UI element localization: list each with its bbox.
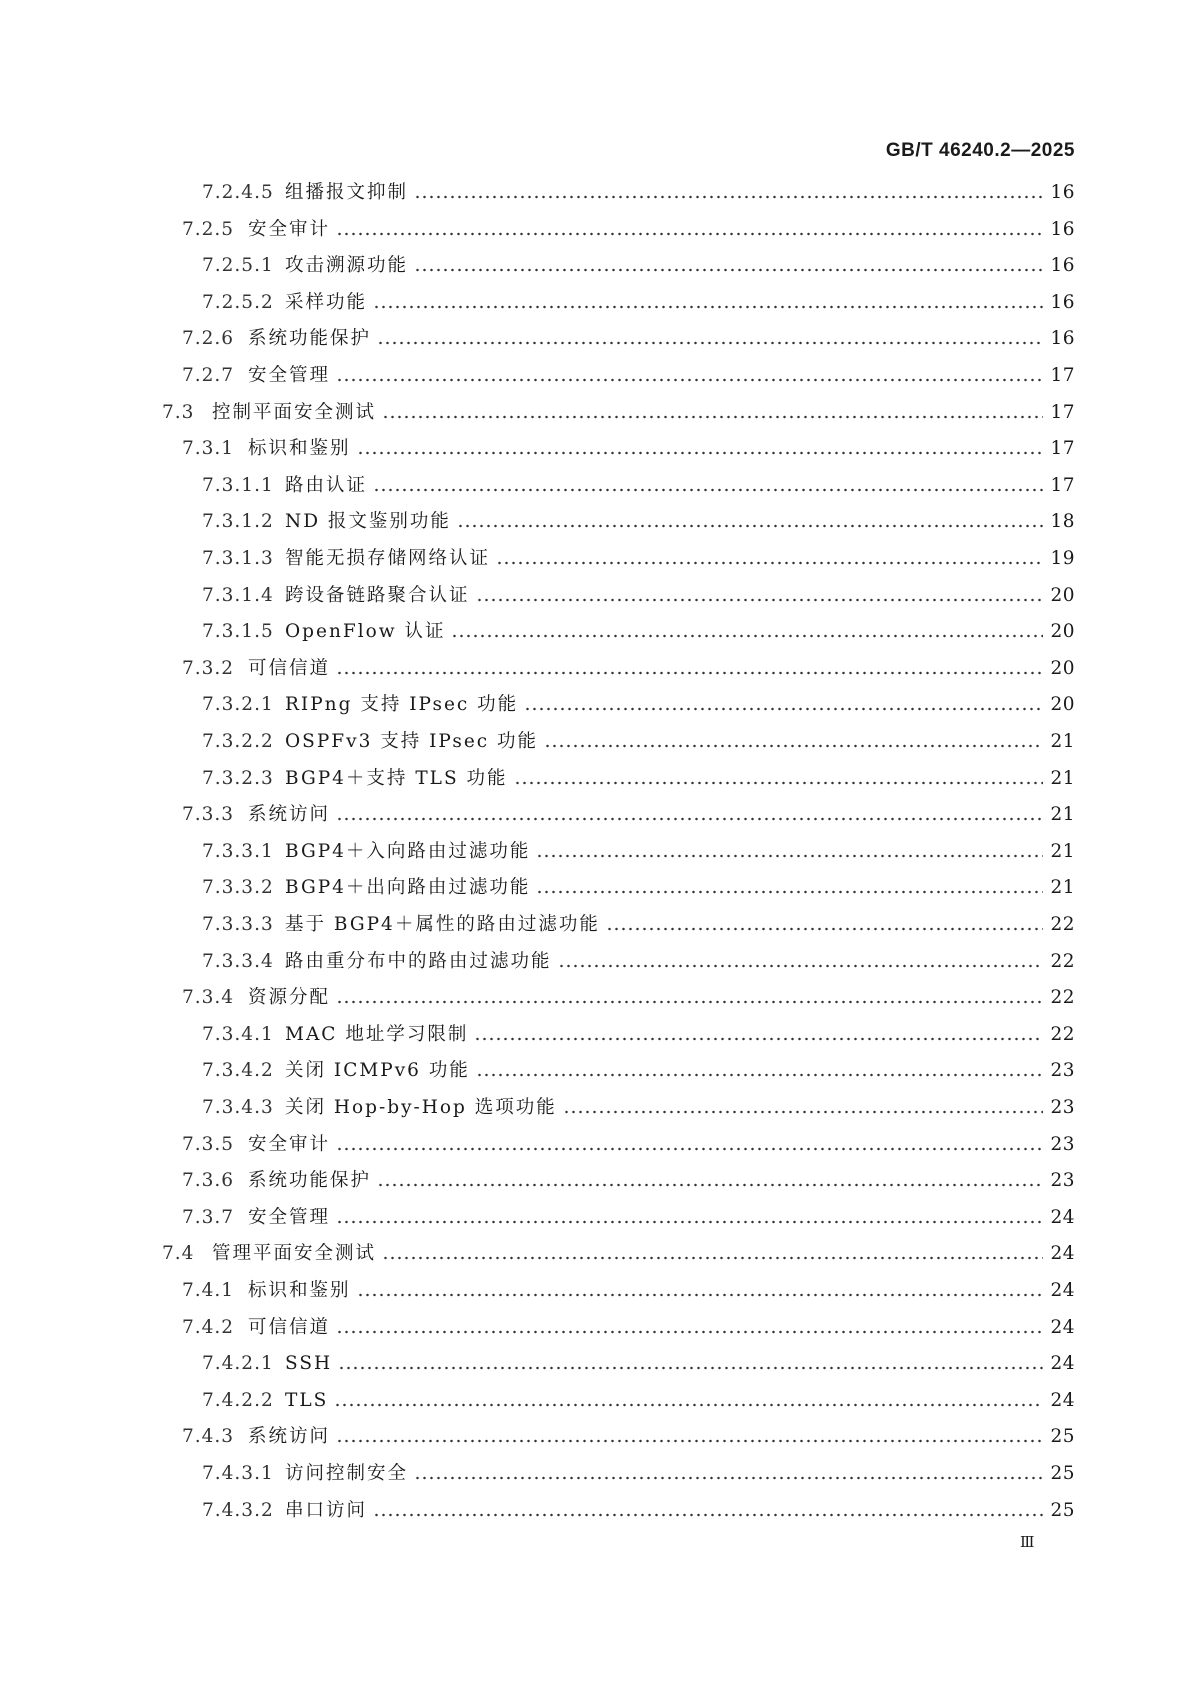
toc-entry[interactable] <box>182 1419 1075 1455</box>
toc-entry[interactable] <box>202 1456 1075 1492</box>
toc-entry-number: 7.3.2.3 <box>202 767 274 789</box>
toc-entry-number: 7.3.3.2 <box>202 877 274 899</box>
toc-entry-page: 16 <box>1050 218 1075 240</box>
toc-entry-number: 7.3 <box>162 401 195 423</box>
toc-dot-leader <box>336 816 1043 822</box>
toc-entry[interactable] <box>202 614 1075 650</box>
toc-entry-title: TLS <box>285 1389 334 1413</box>
toc-entry[interactable] <box>202 687 1075 723</box>
toc-entry-page: 25 <box>1050 1499 1075 1521</box>
toc-entry-page: 22 <box>1050 1023 1075 1045</box>
toc-entry[interactable] <box>202 541 1075 577</box>
toc-entry-title: 采样功能 <box>285 291 373 315</box>
toc-dot-leader <box>544 743 1043 749</box>
toc-entry-title: 关闭 ICMPv6 功能 <box>285 1059 476 1083</box>
toc-entry-number: 7.3.4.2 <box>202 1060 274 1082</box>
toc-entry[interactable] <box>182 321 1075 357</box>
toc-entry-number: 7.3.1 <box>182 438 235 460</box>
toc-entry-title: 管理平面安全测试 <box>212 1242 382 1266</box>
toc-dot-leader <box>357 1292 1043 1298</box>
toc-dot-leader <box>373 304 1043 310</box>
toc-entry-number: 7.3.2.2 <box>202 731 274 752</box>
toc-entry-page: 23 <box>1050 1133 1075 1155</box>
toc-entry-page: 22 <box>1050 914 1075 935</box>
toc-dot-leader <box>414 1475 1043 1481</box>
toc-entry-page: 23 <box>1050 1097 1075 1118</box>
toc-dot-leader <box>373 1512 1043 1518</box>
toc-entry-page: 24 <box>1050 1280 1075 1301</box>
toc-entry-number: 7.3.1.2 <box>202 511 274 533</box>
toc-entry-title: ND 报文鉴别功能 <box>285 510 457 534</box>
toc-entry[interactable] <box>182 651 1075 687</box>
toc-dot-leader <box>476 597 1043 603</box>
toc-entry[interactable] <box>202 248 1075 284</box>
toc-entry-number: 7.4.3.1 <box>202 1463 274 1484</box>
toc-entry-title: 标识和鉴别 <box>248 1279 357 1303</box>
toc-entry-page: 21 <box>1050 731 1075 752</box>
toc-entry[interactable] <box>202 1090 1075 1126</box>
toc-entry[interactable] <box>202 1017 1075 1053</box>
toc-entry[interactable] <box>202 468 1075 504</box>
toc-entry-page: 16 <box>1050 255 1075 277</box>
toc-entry-number: 7.2.5.2 <box>202 291 274 313</box>
toc-entry-page: 16 <box>1050 328 1075 350</box>
toc-dot-leader <box>606 926 1043 932</box>
toc-dot-leader <box>382 414 1043 420</box>
toc-entry[interactable] <box>182 980 1075 1016</box>
toc-dot-leader <box>336 1219 1043 1225</box>
toc-entry-page: 19 <box>1050 548 1075 569</box>
toc-dot-leader <box>336 999 1043 1005</box>
toc-entry-page: 18 <box>1050 511 1075 533</box>
toc-entry-page: 23 <box>1050 1170 1075 1192</box>
toc-entry-title: 安全审计 <box>248 218 336 242</box>
toc-entry-title: 串口访问 <box>285 1499 373 1523</box>
toc-entry-page: 25 <box>1050 1426 1075 1448</box>
toc-dot-leader <box>476 1072 1043 1078</box>
toc-entry-page: 17 <box>1050 438 1075 460</box>
toc-dot-leader <box>496 560 1043 566</box>
toc-dot-leader <box>336 670 1043 676</box>
toc-entry[interactable] <box>202 1383 1075 1419</box>
toc-entry-page: 20 <box>1050 657 1075 679</box>
toc-entry-number: 7.4.2.1 <box>202 1353 274 1375</box>
toc-entry-page: 17 <box>1050 474 1075 496</box>
toc-entry-title: 可信信道 <box>248 657 336 681</box>
toc-dot-leader <box>336 1329 1043 1335</box>
toc-entry[interactable] <box>182 358 1075 394</box>
toc-entry-number: 7.3.2 <box>182 657 235 679</box>
toc-dot-leader <box>414 267 1043 273</box>
toc-entry-title: 攻击溯源功能 <box>285 254 414 278</box>
toc-entry-title: 安全审计 <box>248 1133 336 1157</box>
standard-number-header: GB/T 46240.2—2025 <box>885 140 1075 161</box>
toc-entry[interactable] <box>202 907 1075 943</box>
toc-entry-page: 21 <box>1050 767 1075 789</box>
toc-entry-number: 7.3.1.1 <box>202 474 274 496</box>
toc-dot-leader <box>336 1438 1043 1444</box>
toc-dot-leader <box>558 963 1043 969</box>
toc-entry-number: 7.3.1.4 <box>202 584 274 606</box>
toc-entry-title: 路由重分布中的路由过滤功能 <box>285 950 558 974</box>
toc-entry-title: 基于 BGP4＋属性的路由过滤功能 <box>285 913 606 937</box>
toc-entry-title: MAC 地址学习限制 <box>285 1023 474 1047</box>
toc-entry-title: 组播报文抑制 <box>285 181 414 205</box>
toc-entry-title: SSH <box>285 1352 338 1376</box>
toc-entry-number: 7.3.7 <box>182 1206 235 1228</box>
toc-entry-page: 22 <box>1050 950 1075 972</box>
toc-entry-title: BGP4＋入向路由过滤功能 <box>285 840 536 864</box>
toc-entry-page: 17 <box>1050 365 1075 386</box>
toc-entry-number: 7.3.3.1 <box>202 840 274 862</box>
toc-entry-number: 7.2.7 <box>182 365 235 386</box>
toc-entry-page: 25 <box>1050 1463 1075 1484</box>
toc-entry[interactable] <box>182 431 1075 467</box>
page-number: Ⅲ <box>1020 1533 1036 1551</box>
toc-entry-title: 智能无损存储网络认证 <box>285 547 496 571</box>
toc-entry-page: 21 <box>1050 840 1075 862</box>
toc-dot-leader <box>373 487 1043 493</box>
toc-entry[interactable] <box>202 578 1075 614</box>
toc-entry-page: 20 <box>1050 621 1075 643</box>
toc-dot-leader <box>514 780 1044 786</box>
toc-entry-title: 安全管理 <box>248 1206 336 1230</box>
toc-dot-leader <box>377 340 1043 346</box>
toc-entry[interactable] <box>202 1493 1075 1529</box>
toc-dot-leader <box>336 231 1043 237</box>
toc-entry-number: 7.2.5 <box>182 218 235 240</box>
toc-dot-leader <box>524 706 1043 712</box>
toc-entry-number: 7.4.2 <box>182 1316 235 1338</box>
toc-entry-page: 24 <box>1050 1353 1075 1375</box>
toc-entry-number: 7.4.3.2 <box>202 1499 274 1521</box>
toc-entry-title: 系统访问 <box>248 803 336 827</box>
toc-entry[interactable] <box>182 1127 1075 1163</box>
toc-entry-title: 安全管理 <box>248 364 336 388</box>
toc-entry-number: 7.3.4 <box>182 987 235 1009</box>
toc-entry[interactable] <box>182 1163 1075 1199</box>
toc-dot-leader <box>536 853 1043 859</box>
toc-entry[interactable] <box>202 761 1075 797</box>
toc-dot-leader <box>451 633 1043 639</box>
toc-entry-page: 16 <box>1050 291 1075 313</box>
toc-entry-number: 7.3.3 <box>182 804 235 826</box>
toc-entry-number: 7.3.5 <box>182 1133 235 1155</box>
toc-dot-leader <box>536 889 1043 895</box>
toc-entry[interactable] <box>182 1273 1075 1309</box>
toc-entry-number: 7.2.4.5 <box>202 182 274 203</box>
toc-entry[interactable] <box>202 285 1075 321</box>
toc-entry-title: 系统功能保护 <box>248 1169 377 1193</box>
toc-entry[interactable] <box>182 1310 1075 1346</box>
toc-entry-number: 7.3.2.1 <box>202 694 274 716</box>
toc-dot-leader <box>377 1182 1043 1188</box>
toc-entry[interactable] <box>202 870 1075 906</box>
toc-entry-title: OSPFv3 支持 IPsec 功能 <box>285 730 544 754</box>
toc-entry[interactable] <box>202 1346 1075 1382</box>
toc-entry-number: 7.2.6 <box>182 328 235 350</box>
toc-entry-number: 7.4.3 <box>182 1426 235 1448</box>
toc-entry[interactable] <box>162 395 1075 431</box>
toc-entry-page: 20 <box>1050 584 1075 606</box>
toc-entry-title: 路由认证 <box>285 474 373 498</box>
toc-entry-title: BGP4＋支持 TLS 功能 <box>285 767 514 791</box>
toc-dot-leader <box>474 1036 1043 1042</box>
toc-entry[interactable] <box>202 504 1075 540</box>
toc-entry[interactable] <box>182 212 1075 248</box>
toc-entry-number: 7.4.2.2 <box>202 1389 274 1411</box>
toc-entry-title: 访问控制安全 <box>285 1462 414 1486</box>
toc-entry-number: 7.3.4.3 <box>202 1097 274 1118</box>
toc-entry-number: 7.2.5.1 <box>202 255 274 277</box>
toc-entry-title: 关闭 Hop-by-Hop 选项功能 <box>285 1096 563 1120</box>
toc-entry-page: 21 <box>1050 877 1075 899</box>
toc-entry-number: 7.3.1.5 <box>202 621 274 643</box>
toc-entry[interactable] <box>202 944 1075 980</box>
toc-entry-page: 16 <box>1050 182 1075 203</box>
toc-entry-title: 系统功能保护 <box>248 327 377 351</box>
toc-entry-page: 20 <box>1050 694 1075 716</box>
toc-entry-page: 24 <box>1050 1316 1075 1338</box>
toc-entry-page: 21 <box>1050 804 1075 826</box>
toc-entry-title: OpenFlow 认证 <box>285 620 451 644</box>
toc-entry-title: 标识和鉴别 <box>248 437 357 461</box>
toc-entry[interactable] <box>182 1200 1075 1236</box>
toc-entry-number: 7.3.6 <box>182 1170 235 1192</box>
toc-entry[interactable] <box>202 724 1075 760</box>
toc-dot-leader <box>338 1365 1043 1371</box>
toc-entry-number: 7.4 <box>162 1243 195 1265</box>
toc-entry-number: 7.3.3.4 <box>202 950 274 972</box>
toc-entry-title: 跨设备链路聚合认证 <box>285 584 476 608</box>
toc-entry-page: 24 <box>1050 1389 1075 1411</box>
toc-dot-leader <box>563 1109 1043 1115</box>
toc-entry-page: 22 <box>1050 987 1075 1009</box>
toc-entry[interactable] <box>202 834 1075 870</box>
toc-dot-leader <box>382 1255 1043 1261</box>
toc-entry-number: 7.4.1 <box>182 1280 235 1301</box>
toc-dot-leader <box>414 194 1043 200</box>
toc-dot-leader <box>336 377 1043 383</box>
toc-entry-number: 7.3.1.3 <box>202 548 274 569</box>
toc-dot-leader <box>457 523 1043 529</box>
toc-entry[interactable] <box>202 1053 1075 1089</box>
toc-entry[interactable] <box>202 175 1075 211</box>
toc-entry-page: 24 <box>1050 1243 1075 1265</box>
toc-entry-number: 7.3.4.1 <box>202 1023 274 1045</box>
toc-entry-title: 可信信道 <box>248 1316 336 1340</box>
toc-entry-title: 系统访问 <box>248 1425 336 1449</box>
toc-entry-title: 控制平面安全测试 <box>212 401 382 425</box>
toc-entry-title: 资源分配 <box>248 986 336 1010</box>
toc-dot-leader <box>357 450 1043 456</box>
toc-entry-title: BGP4＋出向路由过滤功能 <box>285 876 536 900</box>
toc-dot-leader <box>334 1402 1043 1408</box>
toc-entry-page: 24 <box>1050 1206 1075 1228</box>
toc-entry[interactable] <box>182 797 1075 833</box>
toc-entry-page: 17 <box>1050 401 1075 423</box>
toc-entry-title: RIPng 支持 IPsec 功能 <box>285 693 524 717</box>
toc-entry[interactable] <box>162 1236 1075 1272</box>
toc-entry-number: 7.3.3.3 <box>202 914 274 935</box>
toc-entry-page: 23 <box>1050 1060 1075 1082</box>
toc-dot-leader <box>336 1146 1043 1152</box>
